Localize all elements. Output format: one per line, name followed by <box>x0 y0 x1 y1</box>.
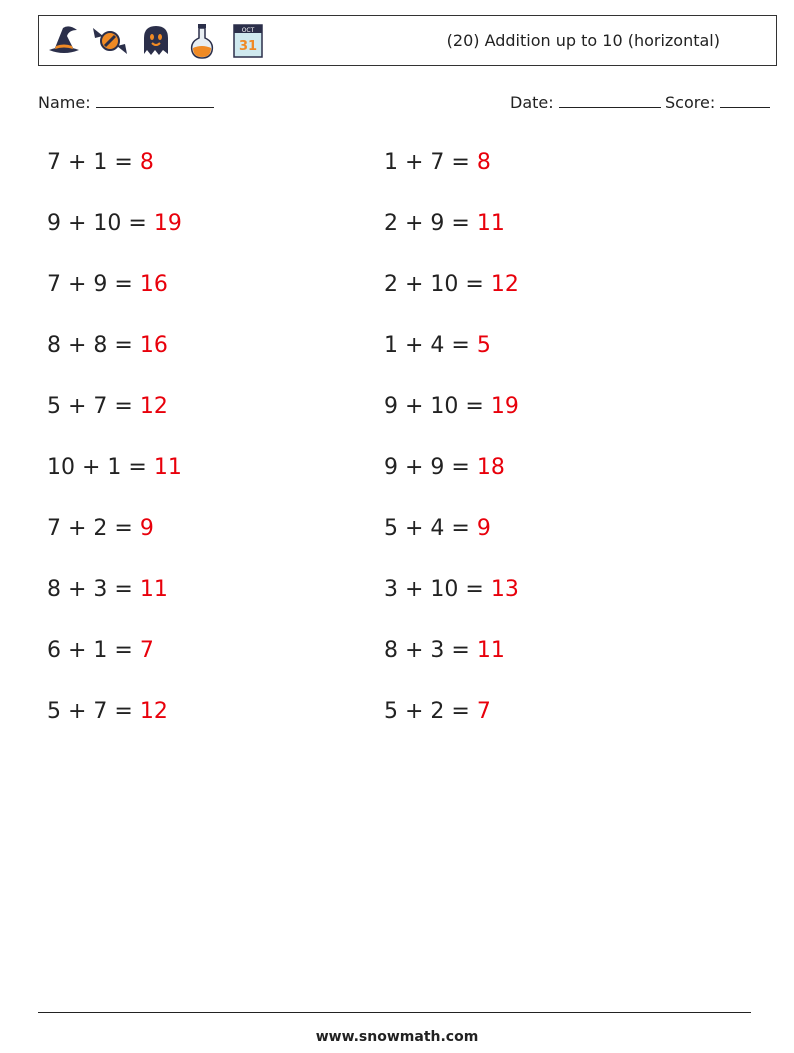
problem-expression: 5 + 2 = <box>384 699 477 724</box>
date-label: Date: <box>510 93 554 112</box>
problem-expression: 5 + 7 = <box>47 699 140 724</box>
problem-answer: 11 <box>476 638 505 663</box>
problem-expression: 5 + 4 = <box>384 516 477 541</box>
date-blank[interactable] <box>559 93 661 108</box>
problem-item <box>47 148 154 178</box>
score-field <box>665 93 770 112</box>
problem-answer: 19 <box>153 211 182 236</box>
problem-answer: 9 <box>476 516 491 541</box>
problem-item <box>47 636 154 666</box>
problem-answer: 11 <box>139 577 168 602</box>
problem-expression: 5 + 7 = <box>47 394 140 419</box>
problem-expression: 8 + 8 = <box>47 333 140 358</box>
problem-item <box>384 270 519 300</box>
problem-expression: 8 + 3 = <box>47 577 140 602</box>
problem-expression: 9 + 10 = <box>384 394 491 419</box>
problem-answer: 7 <box>139 638 154 663</box>
problem-answer: 7 <box>476 699 491 724</box>
header-icons <box>43 20 269 62</box>
score-label: Score: <box>665 93 716 112</box>
calendar-oct-31-icon <box>227 20 269 62</box>
problem-item <box>384 453 505 483</box>
problem-expression: 10 + 1 = <box>47 455 154 480</box>
witch-hat-icon <box>43 20 85 62</box>
problem-answer: 16 <box>139 333 168 358</box>
problem-answer: 11 <box>476 211 505 236</box>
problem-expression: 2 + 10 = <box>384 272 491 297</box>
problem-answer: 9 <box>139 516 154 541</box>
problem-answer: 8 <box>139 150 154 175</box>
problem-answer: 8 <box>476 150 491 175</box>
problem-expression: 9 + 9 = <box>384 455 477 480</box>
problem-item <box>47 453 182 483</box>
problem-expression: 3 + 10 = <box>384 577 491 602</box>
problem-item <box>47 514 154 544</box>
footer-url[interactable]: www.snowmath.com <box>315 1029 479 1045</box>
score-blank[interactable] <box>720 93 770 108</box>
problem-item <box>47 209 182 239</box>
problem-item <box>384 514 491 544</box>
problem-item <box>384 148 491 178</box>
problem-answer: 13 <box>490 577 519 602</box>
problem-item <box>47 575 168 605</box>
problem-item <box>384 575 519 605</box>
problem-item <box>384 697 491 727</box>
problem-expression: 7 + 9 = <box>47 272 140 297</box>
problem-expression: 9 + 10 = <box>47 211 154 236</box>
worksheet-title: (20) Addition up to 10 (horizontal) <box>446 31 720 50</box>
problem-expression: 8 + 3 = <box>384 638 477 663</box>
problem-expression: 7 + 2 = <box>47 516 140 541</box>
calendar-day-label: 31 <box>238 39 258 54</box>
name-field <box>38 93 214 112</box>
problem-item <box>384 209 505 239</box>
problem-item <box>384 636 505 666</box>
problem-answer: 11 <box>153 455 182 480</box>
potion-flask-icon <box>181 20 223 62</box>
problem-answer: 18 <box>476 455 505 480</box>
problem-item <box>47 697 168 727</box>
problem-answer: 12 <box>490 272 519 297</box>
problem-item <box>47 331 168 361</box>
date-field <box>510 93 661 112</box>
problem-answer: 12 <box>139 394 168 419</box>
problem-item <box>47 392 168 422</box>
calendar-month-label: OCT <box>241 27 255 34</box>
candy-icon <box>89 20 131 62</box>
name-blank[interactable] <box>96 93 214 108</box>
problem-expression: 6 + 1 = <box>47 638 140 663</box>
problem-item <box>47 270 168 300</box>
worksheet-header <box>38 15 777 66</box>
problem-item <box>384 392 519 422</box>
ghost-icon <box>135 20 177 62</box>
name-label: Name: <box>38 93 91 112</box>
problem-expression: 7 + 1 = <box>47 150 140 175</box>
problem-answer: 19 <box>490 394 519 419</box>
problem-item <box>384 331 491 361</box>
problem-answer: 12 <box>139 699 168 724</box>
problem-expression: 2 + 9 = <box>384 211 477 236</box>
problem-answer: 5 <box>476 333 491 358</box>
problem-expression: 1 + 7 = <box>384 150 477 175</box>
problem-answer: 16 <box>139 272 168 297</box>
footer-divider <box>38 1012 751 1013</box>
problem-expression: 1 + 4 = <box>384 333 477 358</box>
